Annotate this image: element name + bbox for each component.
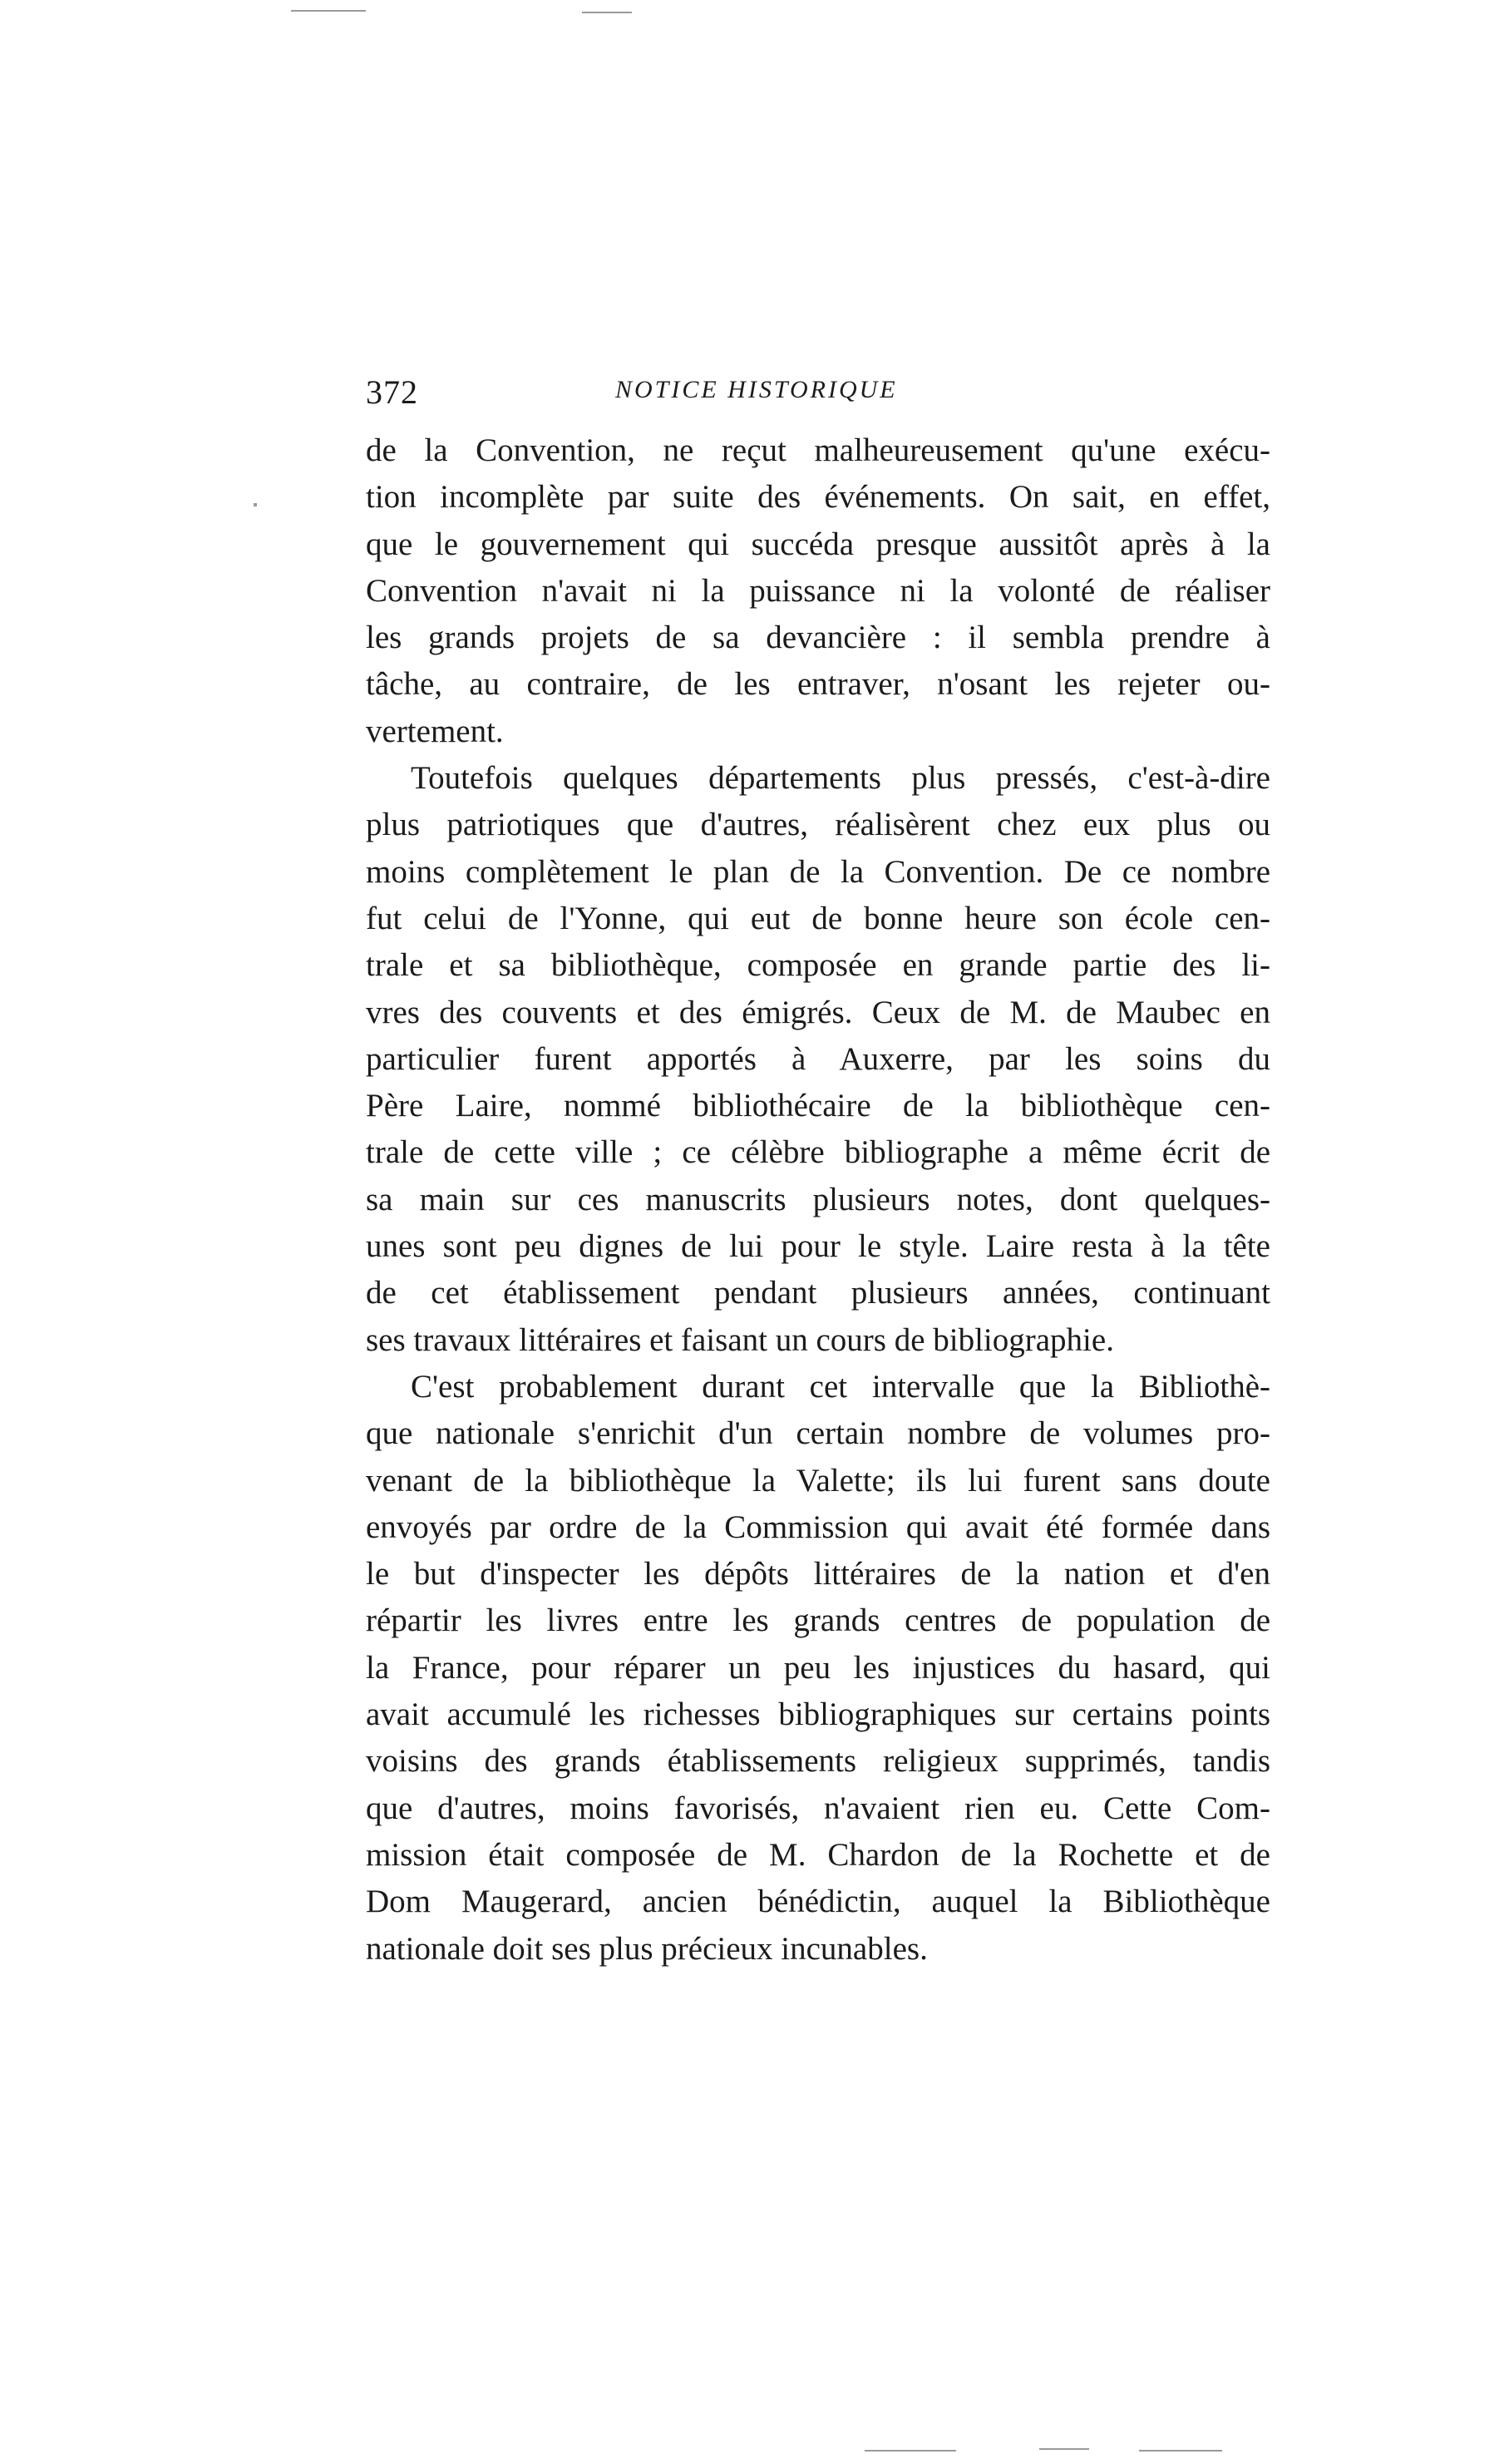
text-line: moins complètement le plan de la Convention. De ce nombre [366,853,1270,890]
text-line: de cet établissement pendant plusieurs années, continuant [366,1275,1270,1311]
text-line: tion incomplète par suite des événements. On sait, en effet, [366,479,1270,516]
running-head [366,373,1247,422]
text-line: répartir les livres entre les grands centres de population de [366,1602,1270,1639]
text-line: ses travaux littéraires et faisant un cours de bibliographie. [366,1321,1114,1358]
text-line: Convention n'avait ni la puissance ni la volonté de réaliser [366,572,1270,609]
text-line: tâche, au contraire, de les entraver, n'osant les rejeter ou- [366,666,1270,703]
page-number: 372 [366,373,418,411]
scan-mark [254,503,257,506]
text-line: que nationale s'enrichit d'un certain nombre de volumes pro- [366,1415,1270,1452]
paragraph [366,755,1270,1364]
text-line: le but d'inspecter les dépôts littéraires de la nation et d'en [366,1556,1270,1592]
text-line: venant de la bibliothèque la Valette; ils lui furent sans doute [366,1462,1270,1499]
text-line: de la Convention, ne reçut malheureusement qu'une exécu- [366,432,1270,468]
text-line: vertement. [366,713,504,749]
scan-mark [1039,2448,1089,2450]
text-line: trale de cette ville ; ce célèbre bibliographe a même écrit de [366,1134,1270,1171]
text-line: envoyés par ordre de la Commission qui avait été formée dans [366,1509,1270,1545]
text-line: Père Laire, nommé bibliothécaire de la bibliothèque cen- [366,1088,1270,1124]
scan-mark [865,2450,956,2452]
text-line: la France, pour réparer un peu les injustices du hasard, qui [366,1649,1270,1686]
scan-mark [1139,2450,1222,2452]
text-line: avait accumulé les richesses bibliographiques sur certains points [366,1696,1270,1733]
text-line: nationale doit ses plus précieux incunables. [366,1930,928,1967]
page-heading: NOTICE HISTORIQUE [615,376,898,403]
text-line: Toutefois quelques départements plus pressés, c'est-à-dire [411,760,1270,797]
text-line: particulier furent apportés à Auxerre, par les soins du [366,1040,1270,1077]
text-line: unes sont peu dignes de lui pour le style. Laire resta à la tête [366,1228,1270,1265]
scan-mark [291,10,366,12]
text-line: les grands projets de sa devancière : il sembla prendre à [366,620,1270,656]
text-line: C'est probablement durant cet intervalle que la Bibliothè- [411,1368,1270,1405]
text-line: vres des couvents et des émigrés. Ceux de M. de Maubec en [366,994,1270,1030]
text-line: mission était composée de M. Chardon de la Rochette et de [366,1836,1270,1873]
text-line: sa main sur ces manuscrits plusieurs notes, dont quelques- [366,1181,1270,1217]
text-line: Dom Maugerard, ancien bénédictin, auquel la Bibliothèque [366,1884,1270,1920]
text-line: trale et sa bibliothèque, composée en grande partie des li- [366,947,1270,984]
scan-mark [582,12,632,13]
text-line: fut celui de l'Yonne, qui eut de bonne heure son école cen- [366,900,1270,936]
text-line: plus patriotiques que d'autres, réalisèrent chez eux plus ou [366,807,1270,843]
text-line: que le gouvernement qui succéda presque aussitôt après à la [366,526,1270,562]
paragraph [366,427,1270,755]
text-line: que d'autres, moins favorisés, n'avaient rien eu. Cette Com- [366,1790,1270,1826]
paragraph [366,1364,1270,1973]
body-text [366,427,1270,1973]
text-line: voisins des grands établissements religieux supprimés, tandis [366,1743,1270,1780]
